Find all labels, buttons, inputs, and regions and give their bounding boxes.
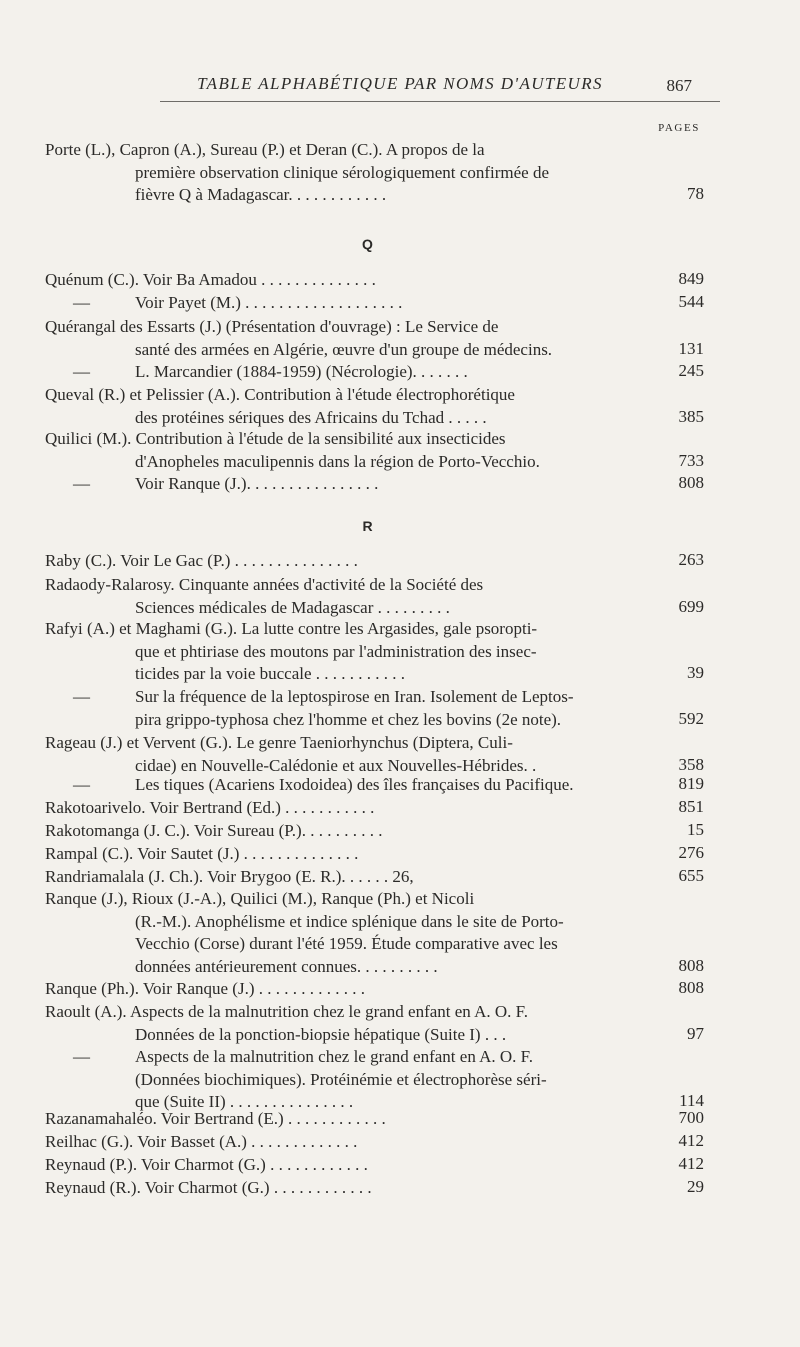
entry-page-number: 385 [678, 406, 704, 426]
entry-line: Données de la ponction-biopsie hépatique (Suite I) . . . [135, 1024, 507, 1044]
entry-page-number: 97 [687, 1023, 704, 1043]
entry-page-number: 131 [678, 338, 704, 358]
entry-line: Raby (C.). Voir Le Gac (P.) . . . . . . . . . . . . . . . [45, 551, 358, 570]
index-entry [45, 732, 627, 777]
running-header-title: TABLE ALPHABÉTIQUE PAR NOMS D'AUTEURS [197, 74, 603, 93]
index-entry [45, 361, 627, 384]
index-entry [45, 316, 627, 361]
index-entry [45, 866, 627, 889]
index-entry [45, 843, 627, 866]
entry-page-number: 819 [678, 774, 704, 793]
entry-page-number: 114 [679, 1091, 704, 1111]
entry-line: — Sur la fréquence de la leptospirose en Iran. Isolement de Leptos- [45, 686, 627, 709]
entry-line: — L. Marcandier (1884-1959) (Nécrologie). . . . . . . [45, 361, 627, 384]
entry-line: Raoult (A.). Aspects de la malnutrition chez le grand enfant en A. O. F. [45, 1002, 529, 1021]
entry-page-number: 29 [687, 1177, 704, 1196]
entry-line: (Données biochimiques). Protéinémie et électrophorèse séri- [135, 1069, 547, 1089]
entry-page-number: 808 [678, 955, 704, 975]
entry-page-number: 39 [687, 663, 704, 683]
ditto-dash: — [73, 687, 90, 706]
entry-page-number: 699 [678, 596, 704, 616]
entry-page-number: 245 [678, 361, 704, 380]
entry-line: données antérieurement connues. . . . . . . . . . [135, 956, 438, 976]
entry-page-number: 15 [687, 820, 704, 839]
index-entry [45, 686, 627, 731]
index-entry [45, 574, 627, 619]
entry-line: que et phtiriase des moutons par l'administration des insec- [135, 641, 537, 661]
entry-line: Rampal (C.). Voir Sautet (J.) . . . . . . . . . . . . . . [45, 844, 359, 863]
index-entry [45, 1001, 627, 1046]
entry-line: d'Anopheles maculipennis dans la région de Porto-Vecchio. [135, 451, 540, 471]
index-entry [45, 820, 627, 843]
entry-page-number: 263 [678, 550, 704, 569]
entry-line: des protéines sériques des Africains du Tchad . . . . . [135, 407, 487, 427]
entry-line: première observation clinique sérologiquement confirmée de [135, 162, 549, 182]
entry-line: Queval (R.) et Pelissier (A.). Contribution à l'étude électrophorétique [45, 385, 515, 404]
entry-page-number: 808 [678, 473, 704, 492]
ditto-dash: — [73, 474, 90, 493]
entry-page-number: 358 [678, 754, 704, 774]
ditto-dash: — [73, 775, 90, 794]
entry-line: (R.-M.). Anophélisme et indice splénique dans le site de Porto- [135, 911, 564, 931]
entry-line: — Aspects de la malnutrition chez le grand enfant en A. O. F. [45, 1046, 627, 1069]
index-entry [45, 618, 627, 686]
section-letter-q: Q [362, 236, 373, 252]
entry-page-number: 544 [678, 292, 704, 311]
index-entry [45, 1154, 627, 1177]
entry-line: — Voir Ranque (J.). . . . . . . . . . . . . . . . [45, 473, 627, 496]
entry-page-number: 808 [678, 978, 704, 997]
entry-line: Radaody-Ralarosy. Cinquante années d'activité de la Société des [45, 575, 484, 594]
index-entry [45, 269, 627, 292]
entry-line: Rakotoarivelo. Voir Bertrand (Ed.) . . . . . . . . . . . [45, 798, 375, 817]
entry-line: Razanamahaléo. Voir Bertrand (E.) . . . . . . . . . . . . [45, 1109, 386, 1128]
ditto-dash: — [73, 293, 90, 312]
entry-line: Randriamalala (J. Ch.). Voir Brygoo (E. R.). . . . . . 26, [45, 867, 414, 886]
index-entry [45, 139, 627, 207]
entry-page-number: 78 [687, 184, 704, 204]
index-entry [45, 1046, 627, 1114]
ditto-dash: — [73, 362, 90, 381]
index-entry [45, 550, 627, 573]
entry-line: pira grippo-typhosa chez l'homme et chez les bovins (2e note). [135, 709, 562, 729]
entry-line: Ranque (Ph.). Voir Ranque (J.) . . . . . . . . . . . . . [45, 979, 365, 998]
entry-line: Rafyi (A.) et Maghami (G.). La lutte contre les Argasides, gale psoropti- [45, 619, 538, 638]
entry-line: Quérangal des Essarts (J.) (Présentation d'ouvrage) : Le Service de [45, 317, 499, 336]
index-entry [45, 384, 627, 429]
ditto-dash: — [73, 1047, 90, 1066]
entry-line: — Voir Payet (M.) . . . . . . . . . . . . . . . . . . . [45, 292, 627, 315]
entry-line: Rageau (J.) et Vervent (G.). Le genre Taeniorhynchus (Diptera, Culi- [45, 733, 513, 752]
entry-line: cidae) en Nouvelle-Calédonie et aux Nouvelles-Hébrides. . [135, 755, 537, 775]
entry-page-number: 733 [678, 450, 704, 470]
page-number: 867 [666, 76, 692, 95]
index-entry [45, 292, 627, 315]
entry-line: santé des armées en Algérie, œuvre d'un groupe de médecins. [135, 339, 553, 359]
index-entry [45, 797, 627, 820]
entry-line: Reynaud (P.). Voir Charmot (G.) . . . . . . . . . . . . [45, 1155, 368, 1174]
index-entry [45, 1131, 627, 1154]
entry-line: Porte (L.), Capron (A.), Sureau (P.) et Deran (C.). A propos de la [45, 140, 485, 159]
entry-page-number: 592 [678, 708, 704, 728]
entry-page-number: 276 [678, 843, 704, 862]
entry-page-number: 412 [678, 1131, 704, 1150]
entry-page-number: 655 [678, 866, 704, 885]
entry-line: Quilici (M.). Contribution à l'étude de la sensibilité aux insecticides [45, 429, 506, 448]
entry-line: Reilhac (G.). Voir Basset (A.) . . . . . . . . . . . . . [45, 1132, 358, 1151]
header-rule [160, 101, 720, 102]
index-entry [45, 473, 627, 496]
entry-page-number: 700 [678, 1108, 704, 1127]
entry-line: — Les tiques (Acariens Ixodoidea) des îles françaises du Pacifique. [45, 774, 627, 797]
entry-line: ticides par la voie buccale . . . . . . . . . . . [135, 664, 406, 684]
index-entry [45, 774, 627, 797]
index-entry [45, 1177, 627, 1200]
index-entry [45, 1108, 627, 1131]
entry-page-number: 851 [678, 797, 704, 816]
index-entry [45, 888, 627, 978]
entry-line: fièvre Q à Madagascar. . . . . . . . . . . . [135, 185, 387, 205]
entry-line: Sciences médicales de Madagascar . . . . . . . . . [135, 597, 450, 617]
entry-line: que (Suite II) . . . . . . . . . . . . . . . [135, 1092, 354, 1112]
entry-page-number: 412 [678, 1154, 704, 1173]
entry-line: Reynaud (R.). Voir Charmot (G.) . . . . . . . . . . . . [45, 1178, 372, 1197]
entry-line: Ranque (J.), Rioux (J.-A.), Quilici (M.), Ranque (Ph.) et Nicoli [45, 889, 475, 908]
index-entry [45, 978, 627, 1001]
entry-line: Rakotomanga (J. C.). Voir Sureau (P.). . . . . . . . . . [45, 821, 383, 840]
pages-column-label: PAGES [658, 122, 700, 134]
entry-page-number: 849 [678, 269, 704, 288]
entry-line: Quénum (C.). Voir Ba Amadou . . . . . . . . . . . . . . [45, 270, 376, 289]
entry-line: Vecchio (Corse) durant l'été 1959. Étude comparative avec les [135, 934, 558, 954]
section-letter-r: R [362, 518, 373, 534]
index-entry [45, 428, 627, 473]
